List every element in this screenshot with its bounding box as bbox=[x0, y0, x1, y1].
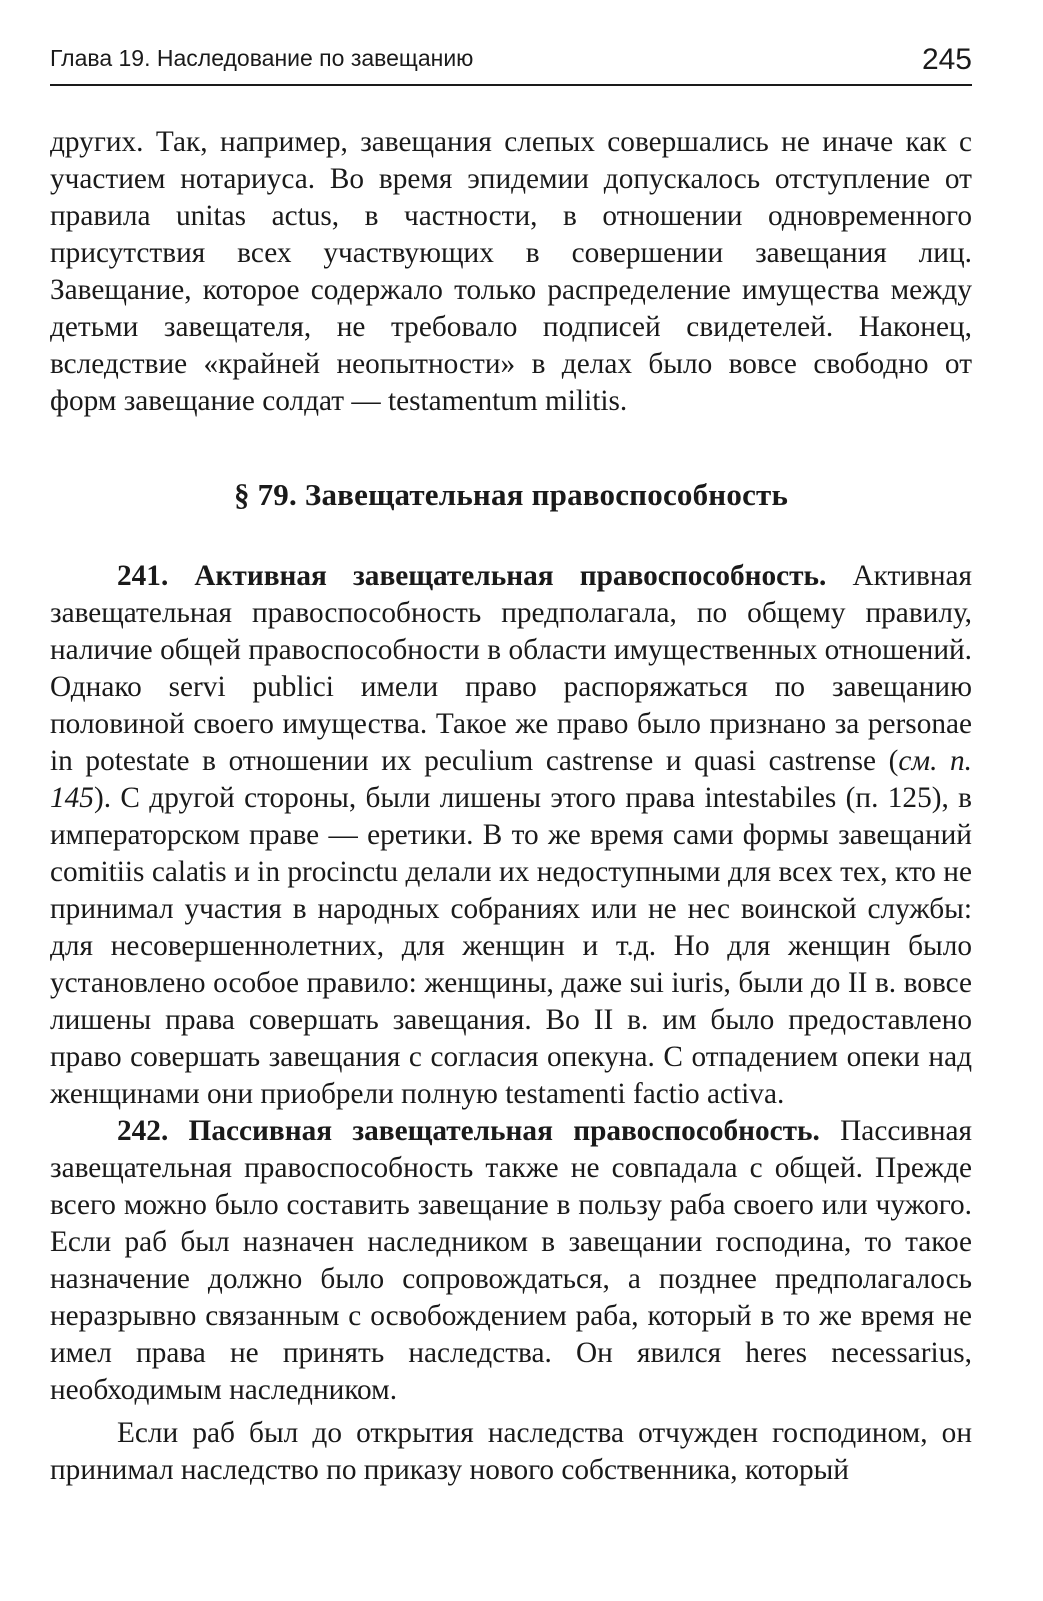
section-heading: § 79. Завещательная правоспособность bbox=[233, 477, 789, 512]
running-head bbox=[50, 40, 972, 86]
paragraph-241-text-continued: ). С другой стороны, были лишены этого права intestabiles (п. 125), в императорском праве — еретики. В то же время сами формы завещаний comitiis calatis и in procinctu делали их недоступными для всех тех, кто не принимал участия в народных собраниях или не нес воинской службы: для несовершеннолетних, для женщин и т.д. Но для женщин было установлено особое правило: женщины, даже sui iuris, были до II в. вовсе лишены права совершать завещания. Во II в. им было предоставлено право совершать завещания с согласия опекуна. С отпадением опеки над женщинами они приобрели полную testamenti factio activa. bbox=[50, 782, 972, 1110]
book-page bbox=[50, 40, 972, 1489]
paragraph-241-text: Активная завещательная правоспособность предполагала, по общему правилу, наличие общей правоспособности в области имущественных отношений. Однако servi publici имели право распоряжаться по завещанию половиной своего имущества. Такое же право было признано за personae in potestate в отношении их peculium castrense и quasi castrense ( bbox=[50, 560, 972, 777]
final-paragraph: Если раб был до открытия наследства отчужден господином, он принимал наследство по приказу нового собственника, который bbox=[50, 1417, 972, 1486]
body-text bbox=[50, 124, 972, 1489]
paragraph-241-heading: 241. Активная завещательная правоспособность. bbox=[117, 560, 827, 592]
paragraph-241 bbox=[50, 558, 972, 1113]
intro-paragraph: других. Так, например, завещания слепых совершались не иначе как с участием нотариуса. Во время эпидемии допускалось отступление от правила unitas actus, в частности, в отношении одновременного присутствия всех участвующих в совершении завещания лиц. Завещание, которое содержало только распределение имущества между детьми завещателя, не требовало подписей свидетелей. Наконец, вследствие «крайней неопытности» в делах было вовсе свободно от форм завещание солдат — testamentum militis. bbox=[50, 126, 972, 417]
paragraph-241-cross-reference: см. п. 145 bbox=[50, 745, 973, 814]
paragraph-242-heading: 242. Пассивная завещательная правоспособность. bbox=[117, 1115, 820, 1147]
page-number: 245 bbox=[921, 43, 972, 76]
paragraph-242-text: Пассивная завещательная правоспособность также не совпадала с общей. Прежде всего можно было составить завещание в пользу раба своего или чужого. Если раб был назначен наследником в завещании господина, то такое назначение должно было сопровождаться, а позднее предполагалось неразрывно связанным с освобождением раба, который в то же время не имел права не принять наследства. Он явился heres necessarius, необходимым наследником. bbox=[50, 1115, 972, 1406]
running-title: Глава 19. Наследование по завещанию bbox=[50, 45, 474, 71]
paragraph-242 bbox=[50, 1113, 972, 1409]
